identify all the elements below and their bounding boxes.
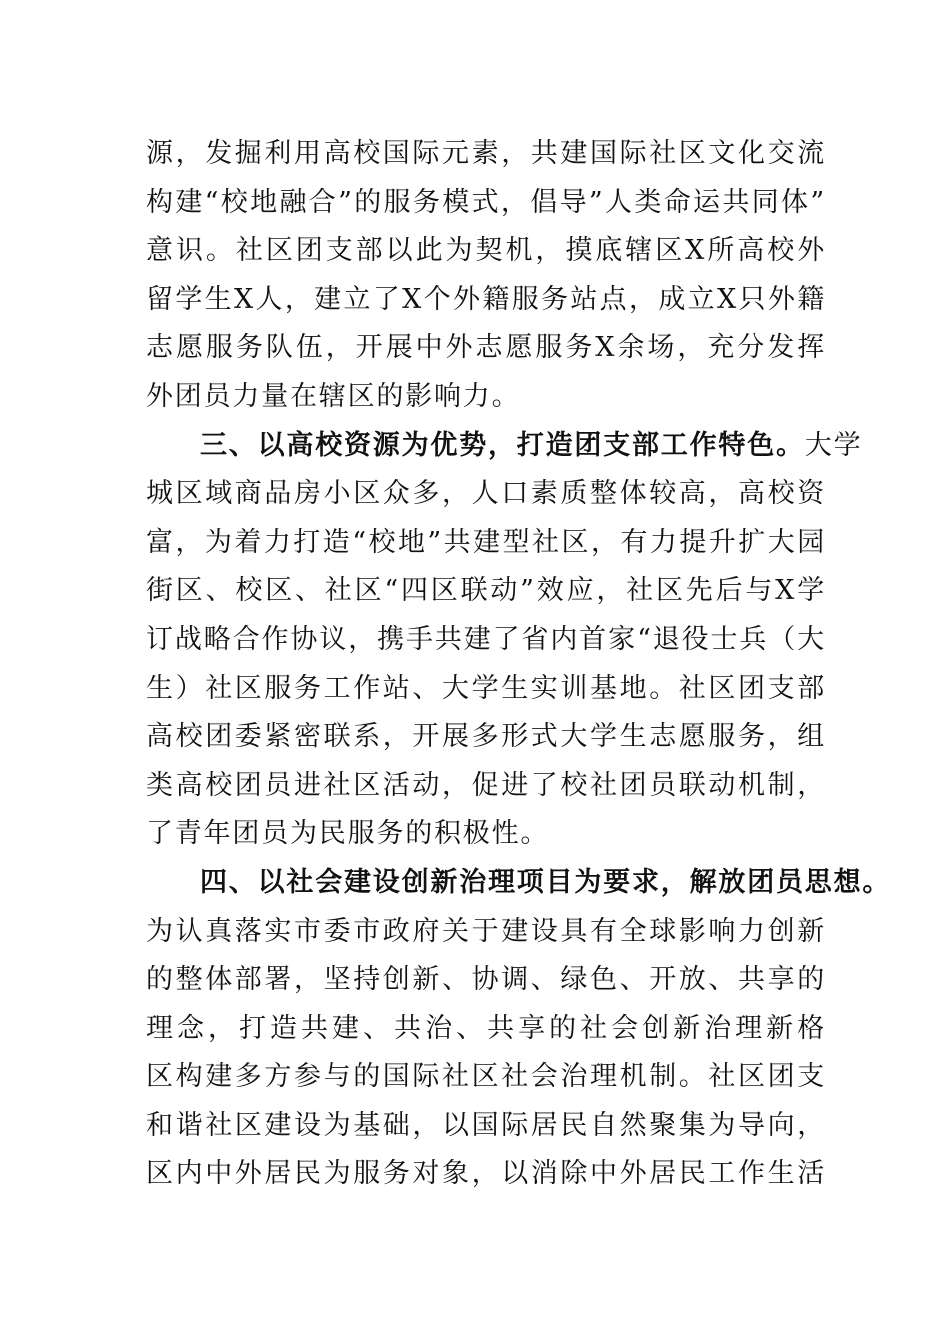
text-line: 源，发掘利用高校国际元素，共建国际社区文化交流: [146, 138, 826, 169]
text-line: 高校团委紧密联系，开展多形式大学生志愿服务，组: [146, 721, 826, 753]
text-line: 街区、校区、社区“四区联动”效应，社区先后与X学: [146, 575, 826, 607]
section-3-first-line-rest: 大学: [804, 429, 863, 461]
section-4-first-line: [146, 859, 892, 908]
section-3-heading: 三、以高校资源为优势，打造团支部工作特色。: [200, 429, 805, 461]
text-line: 理念，打造共建、共治、共享的社会创新治理新格: [146, 1012, 826, 1044]
text-line: 志愿服务队伍，开展中外志愿服务X余场，充分发挥: [146, 332, 826, 364]
text-line: 外团员力量在辖区的影响力。: [146, 380, 521, 412]
text-line: 留学生X人，建立了X个外籍服务站点，成立X只外籍: [146, 283, 826, 315]
text-line: 的整体部署，坚持创新、协调、绿色、开放、共享的: [146, 964, 826, 996]
text-line: 区内中外居民为服务对象，以消除中外居民工作生活: [146, 1158, 826, 1190]
text-line: 城区域商品房小区众多，人口素质整体较高，高校资: [146, 478, 826, 510]
text-line: 了青年团员为民服务的积极性。: [146, 818, 550, 850]
text-line: 意识。社区团支部以此为契机，摸底辖区X所高校外: [146, 235, 826, 267]
text-line: 类高校团员进社区活动，促进了校社团员联动机制，: [146, 769, 826, 801]
text-line: 生）社区服务工作站、大学生实训基地。社区团支部: [146, 672, 826, 704]
text-line: 富，为着力打造“校地”共建型社区，有力提升扩大园: [146, 526, 826, 558]
text-line: 订战略合作协议，携手共建了省内首家“退役士兵（大: [146, 623, 826, 655]
section-4-heading: 四、以社会建设创新治理项目为要求，解放团员思想。: [200, 866, 892, 898]
document-body: [146, 130, 892, 1199]
text-line: 区构建多方参与的国际社区社会治理机制。社区团支: [146, 1061, 826, 1093]
section-4: [146, 859, 892, 1199]
section-3: [146, 422, 863, 859]
text-line: 构建“校地融合”的服务模式，倡导”人类命运共同体”: [146, 186, 826, 218]
section-3-first-line: [146, 422, 863, 471]
text-line: 和谐社区建设为基础，以国际居民自然聚集为导向，: [146, 1109, 826, 1141]
text-line: 为认真落实市委市政府关于建设具有全球影响力创新: [146, 915, 826, 947]
paragraph-continuation: [146, 130, 826, 422]
